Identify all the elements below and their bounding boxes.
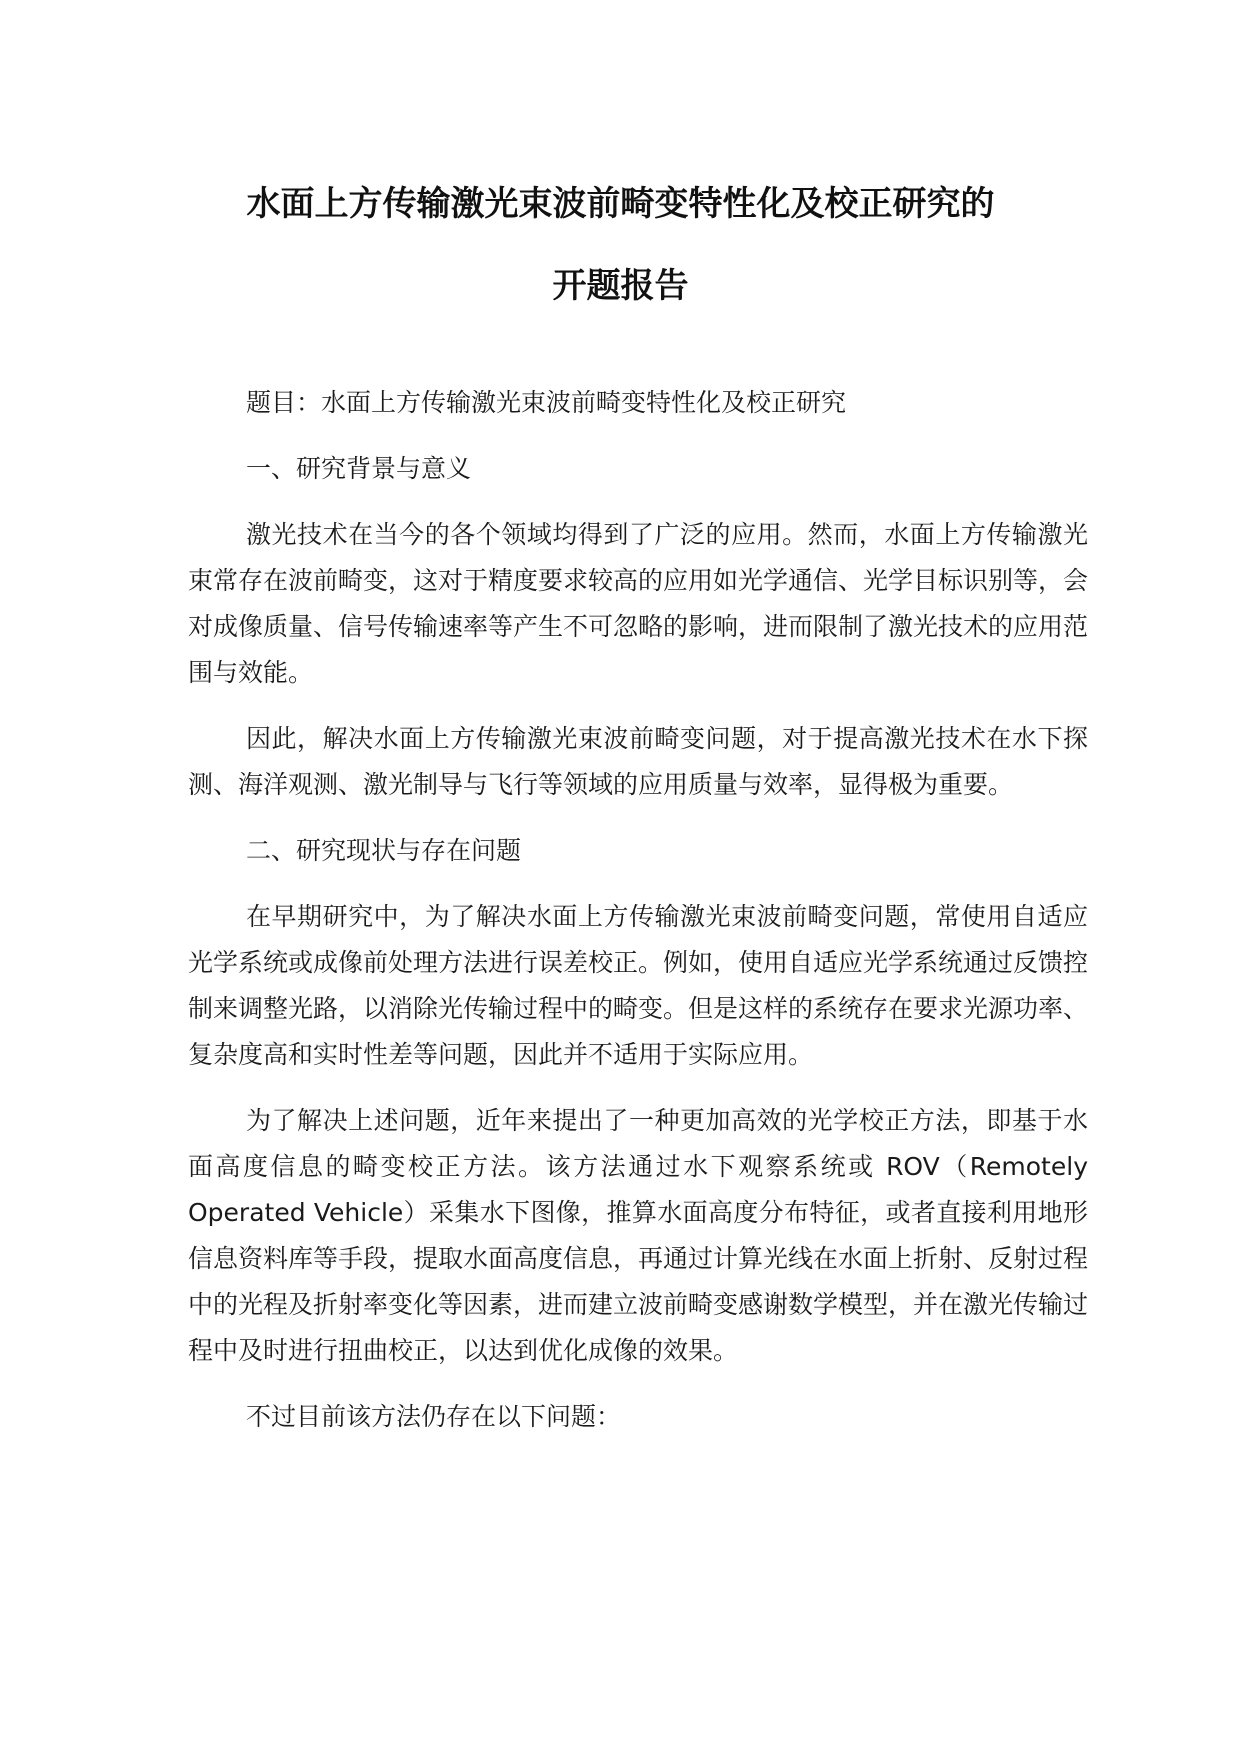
document-title-line-2: 开题报告 <box>552 266 689 306</box>
paragraph-status-3: 不过目前该方法仍存在以下问题： <box>246 1402 622 1431</box>
subject-line: 题目：水面上方传输激光束波前畸变特性化及校正研究 <box>246 388 847 417</box>
paragraph-status-2: 为了解决上述问题，近年来提出了一种更加高效的光学校正方法，即基于水面高度信息的畸变校正方法。该方法通过水下观察系统或 ROV（Remotely Operated Vehicle）采集水下图像，推算水面高度分布特征，或者直接利用地形信息资料库等手段，提取水面高度信息，再通过计算光线在水面上折射、反射过程中的光程及折射率变化等因素，进而建立波前畸变感谢数学模型，并在激光传输过程中及时进行扭曲校正，以达到优化成像的效果。 <box>188 1106 1089 1365</box>
paragraph-status-1: 在早期研究中，为了解决水面上方传输激光束波前畸变问题，常使用自适应光学系统或成像前处理方法进行误差校正。例如，使用自适应光学系统通过反馈控制来调整光路，以消除光传输过程中的畸变。但是这样的系统存在要求光源功率、复杂度高和实时性差等问题，因此并不适用于实际应用。 <box>188 902 1089 1069</box>
paragraph-background-2: 因此，解决水面上方传输激光束波前畸变问题，对于提高激光技术在水下探测、海洋观测、激光制导与飞行等领域的应用质量与效率，显得极为重要。 <box>188 724 1088 799</box>
document-body <box>188 380 1088 1460</box>
document-title-line-1: 水面上方传输激光束波前畸变特性化及校正研究的 <box>246 184 995 224</box>
section-heading-status: 二、研究现状与存在问题 <box>246 836 522 865</box>
section-heading-background: 一、研究背景与意义 <box>246 454 472 483</box>
paragraph-background-1: 激光技术在当今的各个领域均得到了广泛的应用。然而，水面上方传输激光束常存在波前畸变，这对于精度要求较高的应用如光学通信、光学目标识别等，会对成像质量、信号传输速率等产生不可忽略的影响，进而限制了激光技术的应用范围与效能。 <box>188 520 1089 687</box>
